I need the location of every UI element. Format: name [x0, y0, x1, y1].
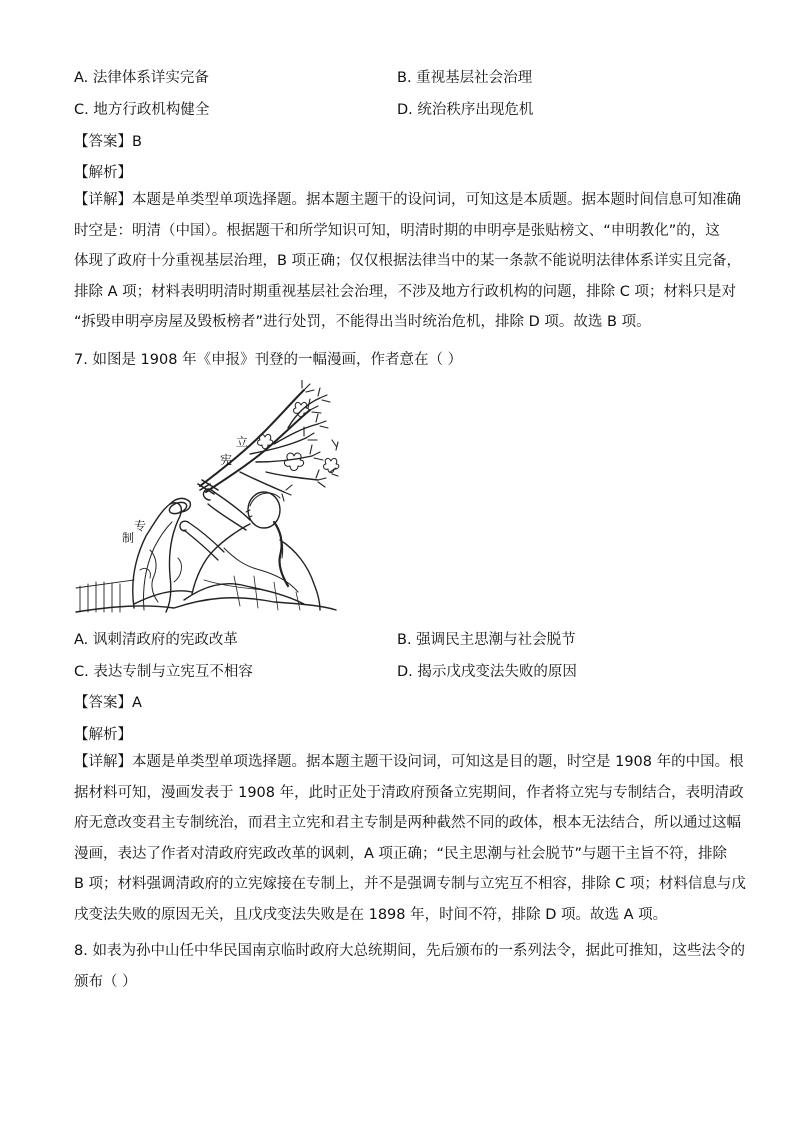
- cartoon-label-xian: 宪: [220, 453, 233, 467]
- q6-answer: 【答案】B: [74, 134, 142, 150]
- cartoon-drawing: [74, 380, 340, 616]
- q6-option-d[interactable]: D. 统治秩序出现危机: [397, 102, 534, 118]
- cartoon-label-li: 立: [236, 435, 249, 449]
- q7-option-a[interactable]: A. 讽刺清政府的宪政改革: [74, 632, 238, 648]
- q7-detail-line-4: 漫画，表达了作者对清政府宪政改革的讽刺，A 项正确；“民主思潮与社会脱节”与题干主旨不符，排除: [74, 845, 728, 862]
- q7-detail-line-1: 【详解】本题是单类型单项选择题。据本题主题干设问词，可知这是目的题，时空是 1908 年的中国。根: [74, 754, 744, 770]
- q7-detail-line-6: 戌变法失败的原因无关，且戊戌变法失败是在 1898 年，时间不符，排除 D 项。故选 A 项。: [74, 906, 668, 923]
- q7-detail-line-5: B 项；材料强调清政府的立宪嫁接在专制上，并不是强调专制与立宪互不相容，排除 C 项；材料信息与戊: [74, 876, 746, 892]
- q7-option-d[interactable]: D. 揭示戊戌变法失败的原因: [397, 664, 577, 680]
- q6-detail-line-4: 排除 A 项；材料表明明清时期重视基层社会治理，不涉及地方行政机构的问题，排除 C 项；材料只是对: [74, 283, 736, 300]
- q8-stem: [74, 936, 745, 997]
- q6-option-b[interactable]: B. 重视基层社会治理: [397, 70, 533, 86]
- q7-option-b[interactable]: B. 强调民主思潮与社会脱节: [397, 632, 576, 648]
- q6-option-a[interactable]: A. 法律体系详实完备: [74, 70, 209, 86]
- q6-detail-line-2: 时空是：明清（中国）。根据题干和所学知识可知，明清时期的申明亭是张贴榜文、“申明教化”的，这: [74, 222, 720, 239]
- q6-detail-paragraph: [74, 185, 742, 338]
- q6-detail-line-3: 体现了政府十分重视基层治理，B 项正确；仅仅根据法律当中的某一条款不能说明法律体系详实且完备，: [74, 253, 742, 269]
- q7-answer: 【答案】A: [74, 695, 142, 711]
- q7-detail-line-2: 据材料可知，漫画发表于 1908 年，此时正处于清政府预备立宪期间，作者将立宪与专制结合，表明清政: [74, 784, 744, 801]
- q7-detail-paragraph: [74, 747, 746, 930]
- cartoon-label-zhi: 制: [122, 531, 135, 545]
- q7-stem: 7. 如图是 1908 年《申报》刊登的一幅漫画，作者意在（ ）: [74, 352, 463, 368]
- q8-stem-line-1: 8. 如表为孙中山任中华民国南京临时政府大总统期间，先后颁布的一系列法令，据此可推知，这些法令的: [74, 943, 745, 959]
- q6-option-c[interactable]: C. 地方行政机构健全: [74, 102, 210, 118]
- q7-detail-line-3: 府无意改变君主专制统治，而君主立宪和君主专制是两种截然不同的政体，根本无法结合，所以通过这幅: [74, 815, 741, 831]
- q6-analysis-heading: 【解析】: [74, 165, 132, 181]
- q7-analysis-heading: 【解析】: [74, 727, 132, 743]
- q8-stem-line-2: 颁布（ ）: [74, 973, 137, 990]
- q7-cartoon: [74, 380, 340, 616]
- q6-detail-line-1: 【详解】本题是单类型单项选择题。据本题主题干的设问词，可知这是本质题。据本题时间信息可知准确: [74, 192, 741, 208]
- cartoon-label-zhuan: 专: [134, 519, 147, 533]
- q7-option-c[interactable]: C. 表达专制与立宪互不相容: [74, 664, 253, 680]
- q6-detail-line-5: “拆毁申明亭房屋及毁板榜者”进行处罚，不能得出当时统治危机，排除 D 项。故选 B 项。: [74, 314, 651, 330]
